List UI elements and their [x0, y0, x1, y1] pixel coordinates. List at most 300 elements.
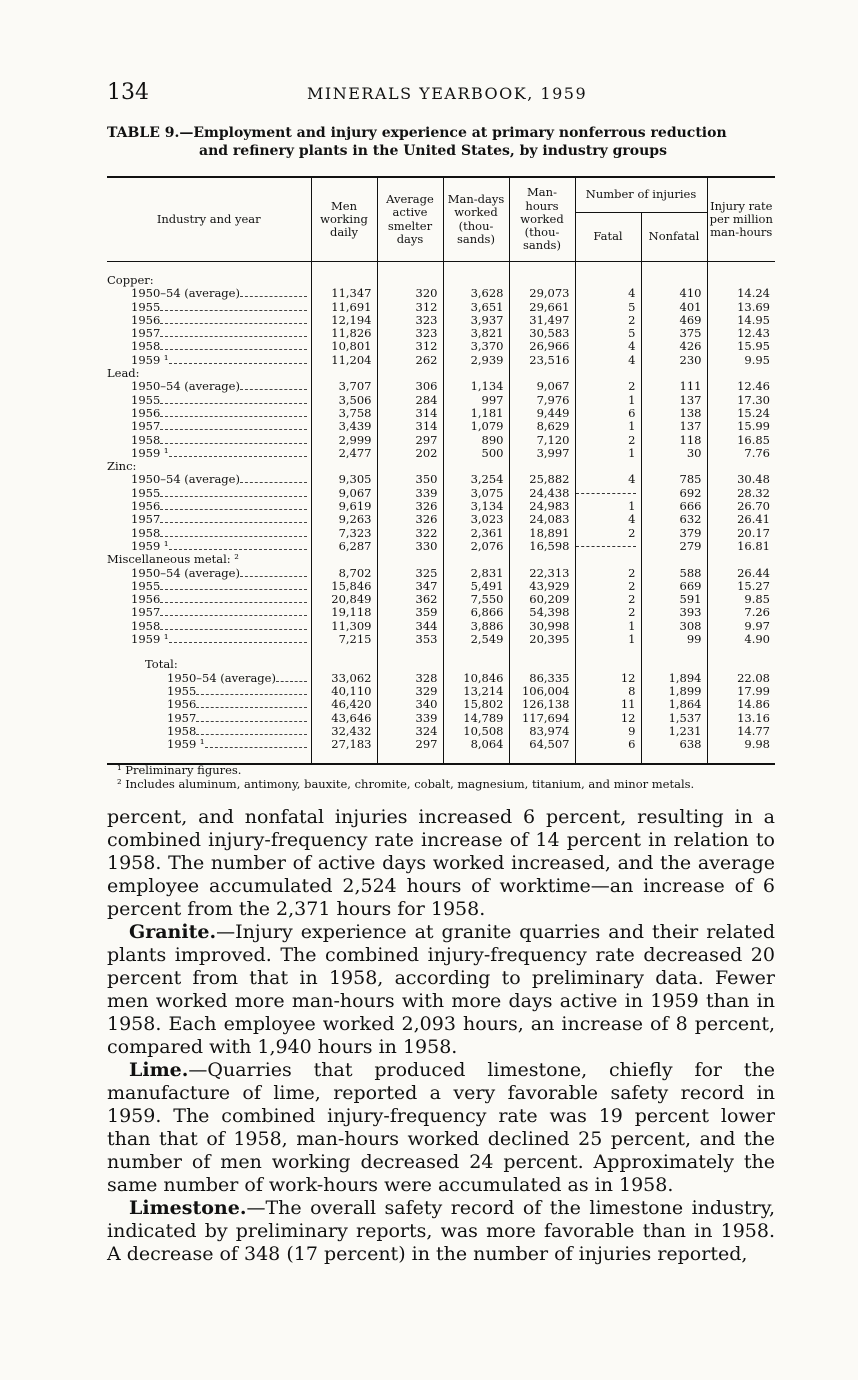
active-days-cell: 359: [377, 606, 443, 619]
men-cell: 3,758: [311, 407, 377, 420]
men-cell: 11,347: [311, 287, 377, 300]
dot-leader: [196, 694, 307, 695]
fatal-cell: 1: [575, 500, 641, 513]
rate-cell: 9.98: [707, 738, 775, 751]
year-text: 1959 ¹: [131, 632, 169, 647]
year-text: 1956: [131, 592, 161, 607]
lime-text: —Quarries that produced limestone, chiefly for the manufacture of lime, reported a very favorable safety record in 1959. The combined injury-frequency rate was 19 percent lower than that of 1958, man-hours worked declined 25 percent, and the number of men working decreased 24 percent. Approximately the same number of work-hours were accumulated as in 1958.: [107, 1059, 775, 1196]
man-hours-cell: 16,598: [509, 540, 575, 553]
year-label: [107, 593, 311, 606]
active-days-cell: 353: [377, 633, 443, 646]
year-label: [107, 354, 311, 367]
year-text: 1959 ¹: [131, 538, 169, 553]
men-cell: 7,215: [311, 633, 377, 646]
dot-leader: [160, 310, 307, 311]
spacer-cell: [509, 262, 575, 275]
active-days-cell: 323: [377, 327, 443, 340]
man-days-cell: 14,789: [443, 712, 509, 725]
table-row: [107, 567, 775, 580]
year-label: [107, 380, 311, 393]
fatal-cell: 2: [575, 593, 641, 606]
men-cell: 27,183: [311, 738, 377, 751]
nonfatal-cell: 1,894: [641, 672, 707, 685]
empty-cell: [377, 274, 443, 287]
active-days-cell: 320: [377, 287, 443, 300]
active-days-cell: 297: [377, 434, 443, 447]
men-cell: 19,118: [311, 606, 377, 619]
man-days-cell: 500: [443, 447, 509, 460]
fatal-cell: [575, 487, 641, 500]
men-cell: 3,506: [311, 394, 377, 407]
active-days-cell: 362: [377, 593, 443, 606]
table-row: [107, 580, 775, 593]
year-text: 1950–54 (average): [131, 379, 240, 394]
active-days-cell: 325: [377, 567, 443, 580]
group-title: Lead:: [107, 366, 140, 381]
dot-leader: [240, 482, 307, 483]
empty-cell: [311, 460, 377, 473]
dot-leader: [160, 416, 307, 417]
man-days-cell: 10,508: [443, 725, 509, 738]
man-hours-cell: 23,516: [509, 354, 575, 367]
fatal-cell: 2: [575, 527, 641, 540]
year-label: [107, 487, 311, 500]
empty-cell: [707, 553, 775, 566]
table-row: [107, 633, 775, 646]
year-label: [107, 513, 311, 526]
rate-cell: 28.32: [707, 487, 775, 500]
empty-cell: [509, 658, 575, 671]
table-body: [107, 262, 775, 765]
nonfatal-cell: 1,864: [641, 698, 707, 711]
active-days-cell: 314: [377, 407, 443, 420]
active-days-cell: 329: [377, 685, 443, 698]
dot-leader: [160, 349, 307, 350]
header-injuries: Number of injuries: [575, 177, 707, 213]
year-label: [107, 580, 311, 593]
header-active-days: Average active smelter days: [377, 177, 443, 262]
rate-cell: 12.46: [707, 380, 775, 393]
year-label: [107, 287, 311, 300]
dot-leader: [240, 296, 307, 297]
table-row: [107, 606, 775, 619]
nonfatal-cell: 410: [641, 287, 707, 300]
empty-cell: [641, 460, 707, 473]
rate-cell: 13.16: [707, 712, 775, 725]
year-text: 1957: [131, 326, 161, 341]
empty-cell: [377, 460, 443, 473]
active-days-cell: 326: [377, 500, 443, 513]
man-days-cell: 8,064: [443, 738, 509, 751]
year-label: [107, 698, 311, 711]
table-row: [107, 380, 775, 393]
empty-cell: [575, 274, 641, 287]
nonfatal-cell: 138: [641, 407, 707, 420]
fatal-cell: 8: [575, 685, 641, 698]
fatal-cell: 1: [575, 447, 641, 460]
man-days-cell: 10,846: [443, 672, 509, 685]
empty-cell: [509, 460, 575, 473]
man-hours-cell: 7,976: [509, 394, 575, 407]
rate-cell: 9.85: [707, 593, 775, 606]
rate-cell: 17.30: [707, 394, 775, 407]
men-cell: 15,846: [311, 580, 377, 593]
rate-cell: 15.95: [707, 340, 775, 353]
man-hours-cell: 3,997: [509, 447, 575, 460]
man-hours-cell: 106,004: [509, 685, 575, 698]
year-text: 1959 ¹: [167, 737, 205, 752]
empty-cell: [707, 460, 775, 473]
active-days-cell: 312: [377, 301, 443, 314]
nonfatal-cell: 591: [641, 593, 707, 606]
man-days-cell: 3,370: [443, 340, 509, 353]
spacer-row: [107, 262, 775, 275]
dot-leader: [160, 323, 307, 324]
group-title: Total:: [145, 657, 178, 672]
nonfatal-cell: 230: [641, 354, 707, 367]
table-row: [107, 287, 775, 300]
nonfatal-cell: 30: [641, 447, 707, 460]
men-cell: 11,204: [311, 354, 377, 367]
man-days-cell: 2,831: [443, 567, 509, 580]
spacer-cell: [707, 646, 775, 658]
year-label: [107, 540, 311, 553]
year-text: 1955: [167, 683, 197, 698]
year-label: [107, 394, 311, 407]
year-label: [107, 725, 311, 738]
nonfatal-cell: 666: [641, 500, 707, 513]
man-hours-cell: 64,507: [509, 738, 575, 751]
dot-leader: [196, 707, 307, 708]
active-days-cell: 326: [377, 513, 443, 526]
man-hours-cell: 26,966: [509, 340, 575, 353]
men-cell: 11,691: [311, 301, 377, 314]
man-days-cell: 6,866: [443, 606, 509, 619]
nonfatal-cell: 785: [641, 473, 707, 486]
year-label: [107, 620, 311, 633]
group-title-row: [107, 274, 775, 287]
table-row: [107, 593, 775, 606]
man-days-cell: 3,254: [443, 473, 509, 486]
man-days-cell: 2,361: [443, 527, 509, 540]
year-text: 1957: [167, 710, 197, 725]
men-cell: 33,062: [311, 672, 377, 685]
fatal-cell: 4: [575, 513, 641, 526]
header-fatal: Fatal: [575, 213, 641, 262]
limestone-text: —The overall safety record of the limestone industry, indicated by preliminary reports, was more favorable than in 1958. A decrease of 348 (17 percent) in the number of injuries reported,: [107, 1197, 775, 1265]
fatal-cell: 2: [575, 434, 641, 447]
rate-cell: 15.24: [707, 407, 775, 420]
fatal-cell: 4: [575, 473, 641, 486]
nonfatal-cell: 137: [641, 394, 707, 407]
active-days-cell: 262: [377, 354, 443, 367]
year-label: [107, 447, 311, 460]
spacer-cell: [575, 262, 641, 275]
active-days-cell: 340: [377, 698, 443, 711]
man-hours-cell: 60,209: [509, 593, 575, 606]
man-days-cell: 3,651: [443, 301, 509, 314]
men-cell: 46,420: [311, 698, 377, 711]
fatal-cell: 4: [575, 287, 641, 300]
nonfatal-cell: 692: [641, 487, 707, 500]
active-days-cell: 297: [377, 738, 443, 751]
active-days-cell: 202: [377, 447, 443, 460]
active-days-cell: 328: [377, 672, 443, 685]
header-industry: Industry and year: [107, 177, 311, 262]
year-text: 1957: [131, 419, 161, 434]
table-caption: [107, 124, 775, 160]
fatal-cell: 4: [575, 340, 641, 353]
men-cell: 8,702: [311, 567, 377, 580]
rate-cell: 15.99: [707, 420, 775, 433]
running-title: MINERALS YEARBOOK, 1959: [307, 84, 588, 103]
year-text: 1950–54 (average): [131, 472, 240, 487]
dot-leader: [169, 549, 307, 550]
men-cell: 43,646: [311, 712, 377, 725]
fatal-cell: 2: [575, 567, 641, 580]
man-hours-cell: 8,629: [509, 420, 575, 433]
table-row: [107, 407, 775, 420]
active-days-cell: 322: [377, 527, 443, 540]
year-label: [107, 473, 311, 486]
empty-cell: [641, 274, 707, 287]
year-label: [107, 327, 311, 340]
year-text: 1956: [131, 405, 161, 420]
spacer-cell: [509, 646, 575, 658]
nonfatal-cell: 588: [641, 567, 707, 580]
body-text: [107, 806, 775, 1266]
year-text: 1958: [167, 723, 197, 738]
nonfatal-cell: 1,537: [641, 712, 707, 725]
table-row: [107, 354, 775, 367]
empty-cell: [311, 553, 377, 566]
year-text: 1950–54 (average): [131, 565, 240, 580]
man-hours-cell: 31,497: [509, 314, 575, 327]
nonfatal-cell: 379: [641, 527, 707, 540]
man-hours-cell: 54,398: [509, 606, 575, 619]
nonfatal-cell: 279: [641, 540, 707, 553]
empty-cell: [377, 658, 443, 671]
man-hours-cell: 9,067: [509, 380, 575, 393]
granite-text: —Injury experience at granite quarries and their related plants improved. The combined injury-frequency rate decreased 20 percent from that in 1958, according to preliminary data. Fewer men worked more man-hours with more days active in 1959 than in 1958. Each employee worked 2,093 hours, an increase of 8 percent, compared with 1,940 hours in 1958.: [107, 921, 775, 1058]
nonfatal-cell: 1,899: [641, 685, 707, 698]
fatal-cell: 1: [575, 633, 641, 646]
men-cell: 3,439: [311, 420, 377, 433]
men-cell: 7,323: [311, 527, 377, 540]
active-days-cell: 339: [377, 712, 443, 725]
nonfatal-cell: 669: [641, 580, 707, 593]
empty-cell: [707, 274, 775, 287]
group-title-row: [107, 553, 775, 566]
man-hours-cell: 24,083: [509, 513, 575, 526]
year-label: [107, 407, 311, 420]
man-days-cell: 1,134: [443, 380, 509, 393]
man-hours-cell: 126,138: [509, 698, 575, 711]
empty-cell: [575, 367, 641, 380]
fatal-cell: 4: [575, 354, 641, 367]
man-days-cell: 3,886: [443, 620, 509, 633]
empty-cell: [311, 658, 377, 671]
dot-leader: [276, 681, 307, 682]
header-man-days: Man-days worked (thou-sands): [443, 177, 509, 262]
active-days-cell: 344: [377, 620, 443, 633]
table-row: [107, 513, 775, 526]
empty-cell: [707, 367, 775, 380]
dot-leader: [160, 589, 307, 590]
fatal-cell: 2: [575, 314, 641, 327]
man-days-cell: 5,491: [443, 580, 509, 593]
man-hours-cell: 30,998: [509, 620, 575, 633]
table-row: [107, 738, 775, 751]
active-days-cell: 350: [377, 473, 443, 486]
year-label: [107, 527, 311, 540]
empty-cell: [443, 658, 509, 671]
man-hours-cell: 18,891: [509, 527, 575, 540]
nonfatal-cell: 308: [641, 620, 707, 633]
fatal-cell: 12: [575, 672, 641, 685]
table-row: [107, 685, 775, 698]
dash-placeholder: [576, 493, 636, 494]
table-row: [107, 314, 775, 327]
empty-cell: [443, 274, 509, 287]
dot-leader: [160, 509, 307, 510]
man-hours-cell: 83,974: [509, 725, 575, 738]
year-label: [107, 567, 311, 580]
fatal-cell: 1: [575, 420, 641, 433]
active-days-cell: 314: [377, 420, 443, 433]
table-row: [107, 620, 775, 633]
empty-cell: [575, 460, 641, 473]
dash-placeholder: [576, 546, 636, 547]
year-label: [107, 420, 311, 433]
page-header: [107, 80, 775, 110]
nonfatal-cell: 638: [641, 738, 707, 751]
year-label: [107, 314, 311, 327]
group-title-row: [107, 367, 775, 380]
rate-cell: 26.41: [707, 513, 775, 526]
active-days-cell: 306: [377, 380, 443, 393]
spacer-cell: [443, 646, 509, 658]
rate-cell: 7.26: [707, 606, 775, 619]
man-hours-cell: 29,661: [509, 301, 575, 314]
group-title: Miscellaneous metal: ²: [107, 552, 239, 567]
employment-injury-table: [107, 176, 775, 765]
spacer-cell: [641, 646, 707, 658]
table-row: [107, 473, 775, 486]
spacer-cell: [311, 646, 377, 658]
header-injury-rate: Injury rate per million man-hours: [707, 177, 775, 262]
year-text: 1956: [167, 697, 197, 712]
nonfatal-cell: 401: [641, 301, 707, 314]
rate-cell: 26.70: [707, 500, 775, 513]
limestone-heading: Limestone.: [129, 1197, 247, 1219]
nonfatal-cell: 632: [641, 513, 707, 526]
men-cell: 9,619: [311, 500, 377, 513]
fatal-cell: [575, 540, 641, 553]
year-label: [107, 712, 311, 725]
year-text: 1958: [131, 525, 161, 540]
man-hours-cell: 25,882: [509, 473, 575, 486]
active-days-cell: 324: [377, 725, 443, 738]
footnote-2: ² Includes aluminum, antimony, bauxite, chromite, cobalt, magnesium, titanium, and minor metals.: [117, 777, 695, 791]
men-cell: 20,849: [311, 593, 377, 606]
year-text: 1956: [131, 312, 161, 327]
man-hours-cell: 117,694: [509, 712, 575, 725]
table-row: [107, 487, 775, 500]
year-label: [107, 738, 311, 751]
table-row: [107, 725, 775, 738]
year-label: [107, 633, 311, 646]
rate-cell: 26.44: [707, 567, 775, 580]
table-row: [107, 712, 775, 725]
paragraph-lime: [107, 1059, 775, 1197]
active-days-cell: 339: [377, 487, 443, 500]
paragraph-granite: [107, 921, 775, 1059]
man-days-cell: 997: [443, 394, 509, 407]
group-title: Zinc:: [107, 459, 137, 474]
fatal-cell: 11: [575, 698, 641, 711]
dot-leader: [160, 443, 307, 444]
table-row: [107, 527, 775, 540]
group-title: Copper:: [107, 273, 154, 287]
man-days-cell: 2,549: [443, 633, 509, 646]
year-label: [107, 434, 311, 447]
table-row: [107, 301, 775, 314]
dot-leader: [160, 602, 307, 603]
table-row: [107, 698, 775, 711]
year-text: 1957: [131, 605, 161, 620]
dot-leader: [169, 363, 307, 364]
group-title-row: [107, 460, 775, 473]
empty-cell: [443, 553, 509, 566]
man-days-cell: 3,023: [443, 513, 509, 526]
empty-cell: [509, 274, 575, 287]
men-cell: 9,067: [311, 487, 377, 500]
man-hours-cell: 29,073: [509, 287, 575, 300]
nonfatal-cell: 1,231: [641, 725, 707, 738]
men-cell: 9,305: [311, 473, 377, 486]
table-row: [107, 540, 775, 553]
man-days-cell: 1,181: [443, 407, 509, 420]
empty-cell: [641, 367, 707, 380]
dot-leader: [160, 336, 307, 337]
year-text: 1958: [131, 618, 161, 633]
fatal-cell: 9: [575, 725, 641, 738]
year-text: 1958: [131, 432, 161, 447]
year-text: 1950–54 (average): [167, 670, 276, 685]
man-days-cell: 3,134: [443, 500, 509, 513]
fatal-cell: 2: [575, 380, 641, 393]
active-days-cell: 284: [377, 394, 443, 407]
year-label: [107, 672, 311, 685]
rate-cell: 30.48: [707, 473, 775, 486]
year-label: [107, 606, 311, 619]
table-row: [107, 434, 775, 447]
year-label: [107, 301, 311, 314]
year-text: 1957: [131, 512, 161, 527]
dot-leader: [160, 536, 307, 537]
header-men: Men working daily: [311, 177, 377, 262]
men-cell: 12,194: [311, 314, 377, 327]
header-man-hours: Man-hours worked (thou-sands): [509, 177, 575, 262]
man-days-cell: 2,076: [443, 540, 509, 553]
man-days-cell: 1,079: [443, 420, 509, 433]
men-cell: 2,477: [311, 447, 377, 460]
year-text: 1955: [131, 485, 161, 500]
empty-cell: [707, 658, 775, 671]
man-days-cell: 3,075: [443, 487, 509, 500]
rate-cell: 22.08: [707, 672, 775, 685]
